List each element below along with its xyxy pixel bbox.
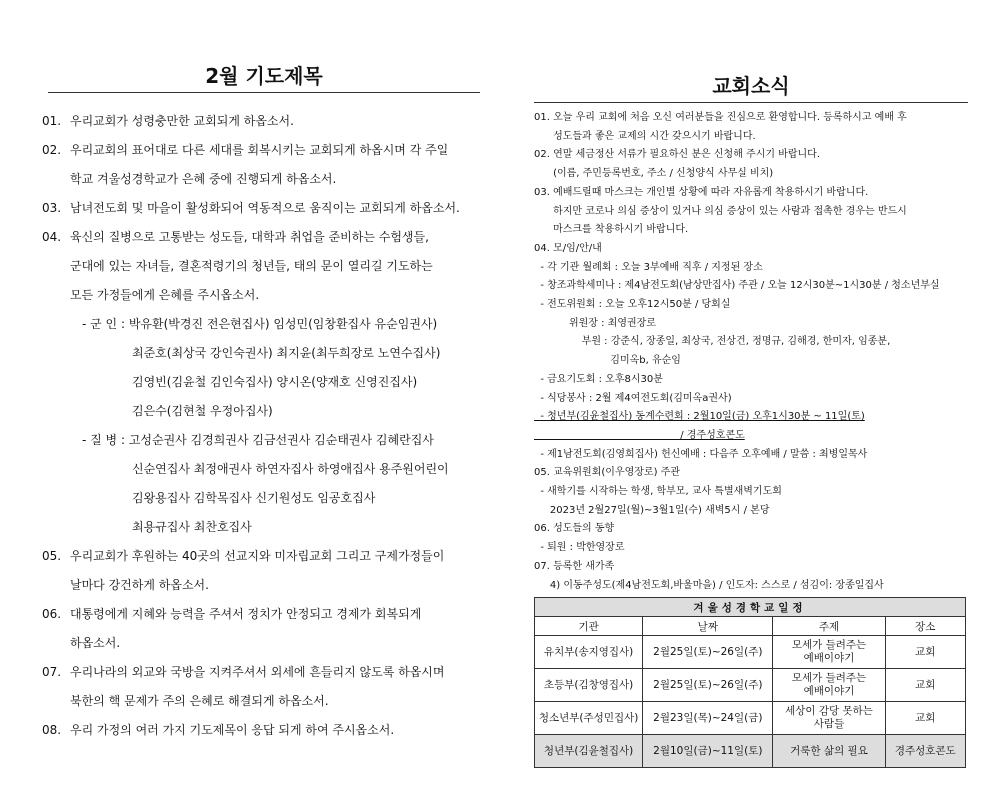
schedule-cell-date: 2월25일(토)~26일(주) <box>643 636 773 669</box>
prayer-line <box>42 281 480 310</box>
prayer-line-text: 군대에 있는 자녀들, 결혼적령기의 청년들, 태의 문이 열리길 기도하는 <box>70 259 433 273</box>
winter-bible-school-schedule <box>534 597 966 768</box>
news-line: 04. 모/임/안/내 <box>534 242 602 254</box>
news-line: - 청년부(김윤철집사) 동계수련회 : 2월10일(금) 오후1시30분 ~ 11일(토) <box>534 411 865 423</box>
prayer-line-text: 김은수(김현철 우정아집사) <box>132 404 273 418</box>
news-line: - 전도위원회 : 오늘 오후12시50분 / 당회실 <box>534 299 731 311</box>
news-line: 4) 이동주성도(제4남전도회,바울마을) / 인도자: 스스로 / 섬김이: 장종일집사 <box>534 579 884 591</box>
prayer-line <box>42 252 480 281</box>
schedule-row <box>535 702 966 735</box>
prayer-line-text: 날마다 강건하게 하옵소서. <box>70 578 209 592</box>
news-line: - 식당봉사 : 2월 제4여전도회(김미옥a권사) <box>534 392 732 404</box>
schedule-cell-date: 2월23일(목)~24일(금) <box>643 702 773 735</box>
prayer-line-number: 08. <box>42 723 62 737</box>
news-line: - 창조과학세미나 : 제4남전도회(남상만집사) 주관 / 오늘 12시30분~1시30분 / 청소년부실 <box>534 280 940 292</box>
prayer-line-number: 05. <box>42 549 62 563</box>
schedule-row <box>535 669 966 702</box>
schedule-cell-org: 초등부(김창영집사) <box>535 669 643 702</box>
prayer-line-text: 학교 겨울성경학교가 은혜 중에 진행되게 하옵소서. <box>70 172 337 186</box>
prayer-line <box>42 165 480 194</box>
prayer-line-number: 02. <box>42 143 62 157</box>
prayer-line-text: 우리교회가 성령충만한 교회되게 하옵소서. <box>70 114 294 128</box>
news-line: 05. 교육위원회(이우영장로) 주관 <box>534 467 680 479</box>
news-column <box>534 70 968 768</box>
prayer-line-number: 03. <box>42 201 62 215</box>
schedule-cell-topic: 세상이 감당 못하는 사람들 <box>773 702 885 735</box>
prayer-list <box>42 107 480 745</box>
prayer-line <box>42 600 480 629</box>
prayer-line <box>42 571 480 600</box>
schedule-cell-place: 교회 <box>885 636 965 669</box>
prayer-line-number: 06. <box>42 607 62 621</box>
prayer-line <box>42 310 480 339</box>
news-line: - 퇴원 : 박한영장로 <box>534 542 625 554</box>
schedule-cell-place: 교회 <box>885 702 965 735</box>
prayer-line-number: 04. <box>42 230 62 244</box>
prayer-line <box>42 368 480 397</box>
schedule-cell-date: 2월25일(토)~26일(주) <box>643 669 773 702</box>
news-line: 02. 연말 세금정산 서류가 필요하신 분은 신청해 주시기 바랍니다. <box>534 149 821 161</box>
prayer-title: 2월 기도제목 <box>48 60 480 93</box>
prayer-line-number: 01. <box>42 114 62 128</box>
schedule-header-date: 날짜 <box>643 617 773 636</box>
schedule-header-topic: 주제 <box>773 617 885 636</box>
news-line: - 금요기도회 : 오후8시30분 <box>534 373 663 385</box>
prayer-line-text: 우리교회가 후원하는 40곳의 선교지와 미자립교회 그리고 구제가정들이 <box>70 549 445 563</box>
schedule-cell-org: 청년부(김윤철집사) <box>535 735 643 768</box>
prayer-line <box>42 513 480 542</box>
prayer-line <box>42 107 480 136</box>
news-line: 위원장 : 최영권장로 <box>534 317 656 329</box>
schedule-header-row <box>535 617 966 636</box>
prayer-line-text: 최용규집사 최찬호집사 <box>132 520 252 534</box>
schedule-cell-org: 유치부(송지영집사) <box>535 636 643 669</box>
prayer-line <box>42 542 480 571</box>
schedule-cell-topic: 모세가 들려주는 예배이야기 <box>773 669 885 702</box>
prayer-line <box>42 339 480 368</box>
prayer-line-text: 김왕용집사 김학목집사 신기원성도 임공호집사 <box>132 491 376 505</box>
prayer-line-text: 남녀전도회 및 마을이 활성화되어 역동적으로 움직이는 교회되게 하옵소서. <box>70 201 460 215</box>
prayer-line-text: 최준호(최상국 강인숙권사) 최지윤(최두희장로 노연수집사) <box>132 346 441 360</box>
news-line: 01. 오늘 우리 교회에 처음 오신 여러분들을 진심으로 환영합니다. 등록하시고 예배 후 <box>534 112 907 123</box>
prayer-line <box>42 658 480 687</box>
schedule-cell-org: 청소년부(주성민집사) <box>535 702 643 735</box>
prayer-line-text: - 질 병 : 고성순권사 김경희권사 김금선권사 김순태권사 김혜란집사 <box>82 433 434 447</box>
news-line: 부원 : 강준식, 장종일, 최상국, 전상건, 정명규, 김해경, 한미자, 임종분, <box>534 336 891 348</box>
prayer-line <box>42 716 480 745</box>
news-list <box>534 109 968 595</box>
prayer-line <box>42 455 480 484</box>
news-line: - 제1남전도회(김영희집사) 헌신예배 : 다음주 오후예배 / 말씀 : 최병일목사 <box>534 448 868 460</box>
prayer-line-text: 우리교회의 표어대로 다른 세대를 회복시키는 교회되게 하옵시며 각 주일 <box>70 143 449 157</box>
prayer-line-text: 대통령에게 지혜와 능력을 주셔서 정치가 안정되고 경제가 회복되게 <box>70 607 422 621</box>
prayer-line-text: 하옵소서. <box>70 636 121 650</box>
prayer-line-number: 07. <box>42 665 62 679</box>
schedule-cell-topic: 모세가 들려주는 예배이야기 <box>773 636 885 669</box>
news-line: 2023년 2월27일(월)~3월1일(수) 새벽5시 / 본당 <box>534 504 770 516</box>
prayer-line-text: - 군 인 : 박유환(박경진 전은현집사) 임성민(임창환집사 유순임권사) <box>82 317 438 331</box>
prayer-line-text: 북한의 핵 문제가 주의 은혜로 해결되게 하옵소서. <box>70 694 329 708</box>
news-line: (이름, 주민등록번호, 주소 / 신청양식 사무실 비치) <box>534 168 774 180</box>
news-line: 김미옥b, 유순임 <box>534 355 681 367</box>
prayer-column <box>42 60 480 745</box>
prayer-line-text: 김영빈(김윤철 김인숙집사) 양시온(양재호 신영진집사) <box>132 375 418 389</box>
prayer-line <box>42 136 480 165</box>
schedule-cell-topic: 거룩한 삶의 필요 <box>773 735 885 768</box>
prayer-line <box>42 397 480 426</box>
prayer-line <box>42 687 480 716</box>
news-line: 마스크를 착용하시기 바랍니다. <box>534 224 689 236</box>
prayer-line-text: 우리 가정의 여러 가지 기도제목이 응답 되게 하여 주시옵소서. <box>70 723 395 737</box>
news-line: 하지만 코로나 의심 증상이 있거나 의심 증상이 있는 사람과 접촉한 경우는 반드시 <box>534 205 907 217</box>
prayer-line <box>42 629 480 658</box>
schedule-cell-date: 2월10일(금)~11일(토) <box>643 735 773 768</box>
prayer-line-text: 모든 가정들에게 은혜를 주시옵소서. <box>70 288 260 302</box>
news-title: 교회소식 <box>534 70 968 103</box>
news-line: 07. 등록한 새가족 <box>534 560 615 572</box>
prayer-line <box>42 194 480 223</box>
prayer-line-text: 신순연집사 최정애권사 하연자집사 하영애집사 용주원어린이 <box>132 462 449 476</box>
news-line: / 경주성호콘도 <box>534 429 745 441</box>
news-line: 03. 예배드릴때 마스크는 개인별 상황에 따라 자유롭게 착용하시기 바랍니다. <box>534 186 869 198</box>
prayer-line-text: 육신의 질병으로 고통받는 성도들, 대학과 취업을 준비하는 수험생들, <box>70 230 429 244</box>
prayer-line <box>42 484 480 513</box>
news-line: - 새학기를 시작하는 학생, 학부모, 교사 특별새벽기도회 <box>534 486 782 498</box>
prayer-line <box>42 223 480 252</box>
news-line: - 각 기관 월례회 : 오늘 3부예배 직후 / 지정된 장소 <box>534 261 763 273</box>
schedule-header-org: 기관 <box>535 617 643 636</box>
prayer-line-text: 우리나라의 외교와 국방을 지켜주셔서 외세에 흔들리지 않도록 하옵시며 <box>70 665 445 679</box>
news-line: 성도들과 좋은 교제의 시간 갖으시기 바랍니다. <box>534 130 756 142</box>
schedule-title: 겨울성경학교일정 <box>535 598 966 617</box>
schedule-cell-place: 교회 <box>885 669 965 702</box>
schedule-header-place: 장소 <box>885 617 965 636</box>
prayer-line <box>42 426 480 455</box>
schedule-cell-place: 경주성호콘도 <box>885 735 965 768</box>
schedule-row <box>535 636 966 669</box>
news-line: 06. 성도들의 동향 <box>534 523 615 535</box>
schedule-row <box>535 735 966 768</box>
